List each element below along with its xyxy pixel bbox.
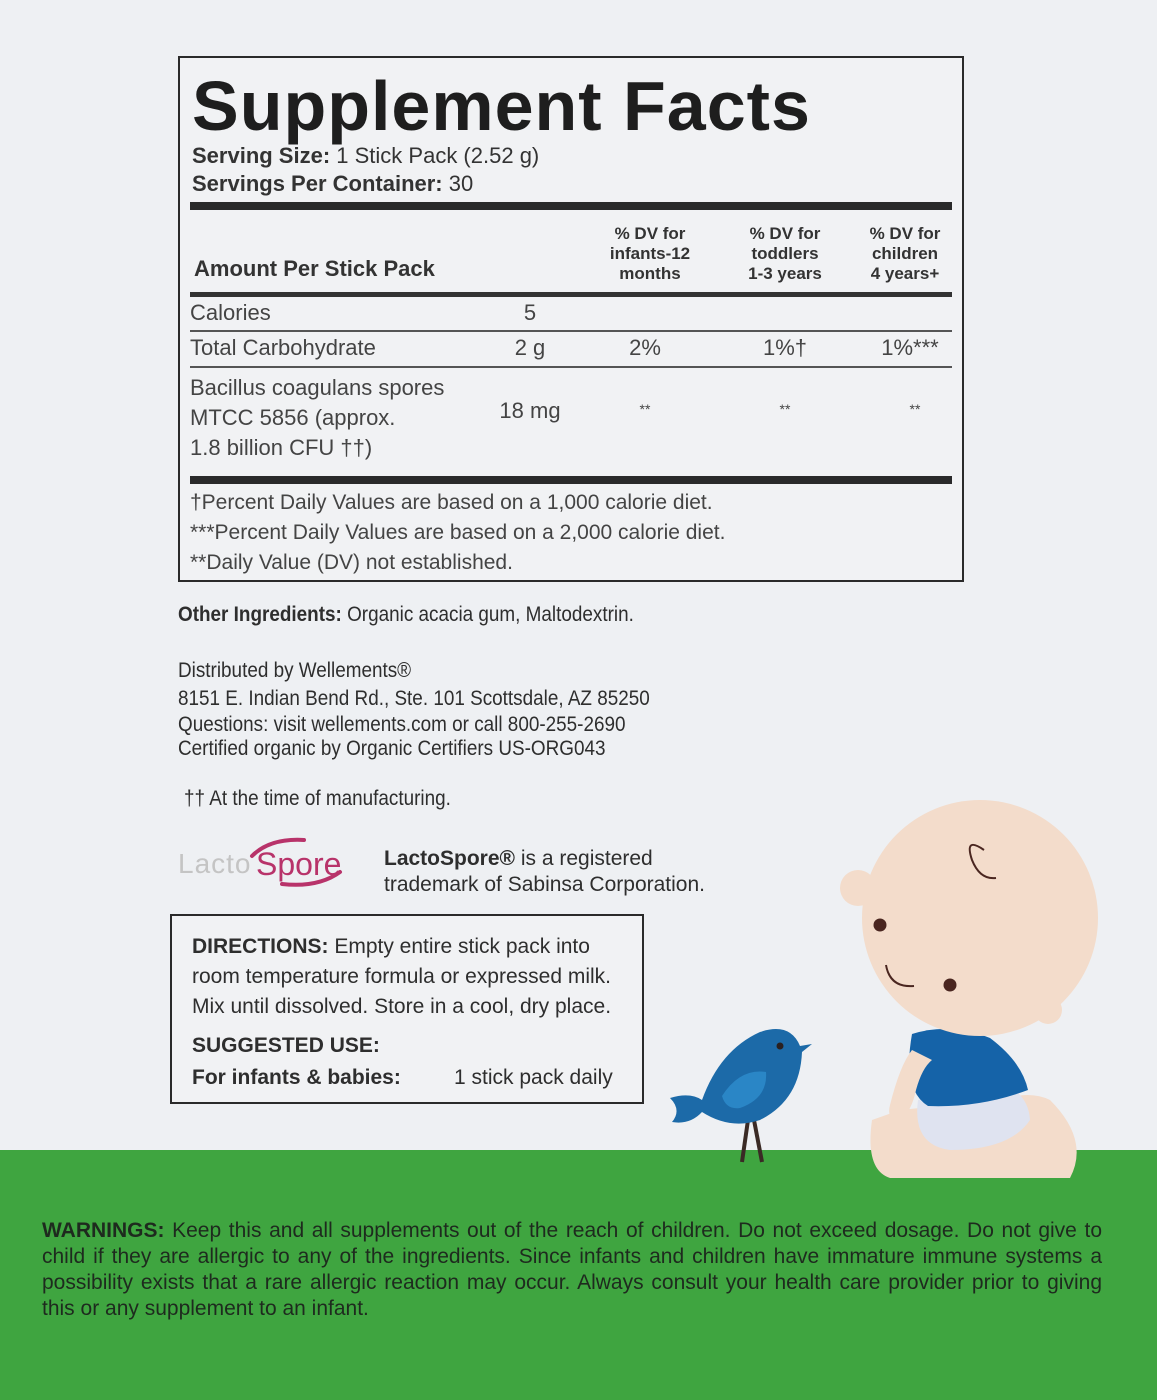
row-bacillus-line: 1.8 billion CFU ††) <box>190 435 373 460</box>
column-header-line: children <box>871 244 939 263</box>
column-header-line: 4 years+ <box>870 264 940 283</box>
distributor-contact: Questions: visit wellements.com or call 800-255-2690 <box>178 713 626 736</box>
distributor-line-1: Distributed by Wellements® <box>178 659 412 682</box>
serving-info <box>192 142 539 198</box>
divider-thin <box>190 366 952 368</box>
row-carbohydrate-dv-children: 1%*** <box>881 335 939 360</box>
warnings-body: Keep this and all supplements out of the reach of children. Do not exceed dosage. Do not give to child if they are allergic to any of the ingredients. Since infants and children have immature immune systems a possibility exists that a rare allergic reaction may occur. Always consult your health care provider prior to giving this or any supplement to an infant. <box>42 1219 1102 1320</box>
column-header-line: % DV for <box>869 224 941 243</box>
serving-size-value: 1 Stick Pack (2.52 g) <box>336 143 540 168</box>
row-carbohydrate-name: Total Carbohydrate <box>190 335 376 360</box>
organic-certification: Certified organic by Organic Certifiers US-ORG043 <box>178 737 606 760</box>
suggested-use-audience: For infants & babies: <box>192 1066 401 1089</box>
row-bacillus-dv-children: ** <box>909 401 921 417</box>
footnote-dv-not-established: **Daily Value (DV) not established. <box>190 551 513 574</box>
servings-per-container-value: 30 <box>448 171 474 196</box>
row-bacillus-line: Bacillus coagulans spores <box>190 375 445 400</box>
divider-thin <box>190 330 952 332</box>
trademark-brand: LactoSpore® <box>384 847 515 870</box>
column-header-line: months <box>619 264 681 283</box>
facts-title: Supplement Facts <box>192 67 811 145</box>
suggested-use-label: SUGGESTED USE: <box>192 1034 380 1057</box>
logo-lacto-text: Lacto <box>178 848 252 879</box>
row-bacillus-name <box>190 373 444 463</box>
bird-icon <box>670 1029 812 1162</box>
row-bacillus-amount: 18 mg <box>499 398 561 423</box>
divider-medium <box>190 292 952 297</box>
distributor-address: 8151 E. Indian Bend Rd., Ste. 101 Scottsdale, AZ 85250 <box>178 687 650 710</box>
column-header-children <box>850 224 960 284</box>
logo-spore-text: Spore <box>256 846 342 882</box>
serving-size-label: Serving Size: <box>192 143 331 168</box>
row-carbohydrate-dv-infants: 2% <box>629 335 661 360</box>
other-ingredients <box>178 602 634 628</box>
column-header-line: 1-3 years <box>748 264 822 283</box>
divider-thick <box>190 202 952 210</box>
row-bacillus-dv-toddlers: ** <box>779 401 791 417</box>
row-carbohydrate-dv-toddlers: 1%† <box>762 335 808 360</box>
footnote-1000-calorie: †Percent Daily Values are based on a 1,000 calorie diet. <box>190 491 713 514</box>
row-bacillus-dv-infants: ** <box>639 401 651 417</box>
warnings-text <box>42 1218 1102 1322</box>
column-header-infants <box>580 224 720 284</box>
footnote-2000-calorie: ***Percent Daily Values are based on a 2,000 calorie diet. <box>190 521 726 544</box>
column-header-toddlers <box>725 224 845 284</box>
other-ingredients-label: Other Ingredients: <box>178 603 342 626</box>
lactospore-logo <box>178 834 348 890</box>
column-header-line: % DV for <box>614 224 686 243</box>
row-carbohydrate-amount: 2 g <box>514 335 546 360</box>
divider-thick <box>190 476 952 484</box>
trademark-owner: trademark of Sabinsa Corporation. <box>384 873 705 896</box>
warnings-label: WARNINGS: <box>42 1219 165 1242</box>
row-bacillus-line: MTCC 5856 (approx. <box>190 405 396 430</box>
directions-label: DIRECTIONS: <box>192 935 329 958</box>
column-header-line: % DV for <box>749 224 821 243</box>
directions-body: Empty entire stick pack into room temperature formula or expressed milk. Mix until dissolved. Store in a cool, dry place. <box>192 935 612 1018</box>
supplement-facts-panel <box>178 56 964 582</box>
baby-and-bird-illustration <box>650 800 1157 1180</box>
column-header-line: infants-12 <box>609 244 691 263</box>
baby-icon <box>840 800 1098 1178</box>
servings-per-container-label: Servings Per Container: <box>192 171 443 196</box>
manufacturing-note: †† At the time of manufacturing. <box>184 787 451 810</box>
suggested-use-dose: 1 stick pack daily <box>454 1066 613 1089</box>
directions-box <box>170 914 644 1104</box>
other-ingredients-value: Organic acacia gum, Maltodextrin. <box>347 603 634 626</box>
column-header-line: toddlers <box>751 244 819 263</box>
trademark-text: is a registered <box>515 847 653 870</box>
directions-text <box>192 932 632 1022</box>
row-calories-name: Calories <box>190 300 271 325</box>
amount-header: Amount Per Stick Pack <box>194 256 435 281</box>
row-calories-amount: 5 <box>523 300 537 325</box>
